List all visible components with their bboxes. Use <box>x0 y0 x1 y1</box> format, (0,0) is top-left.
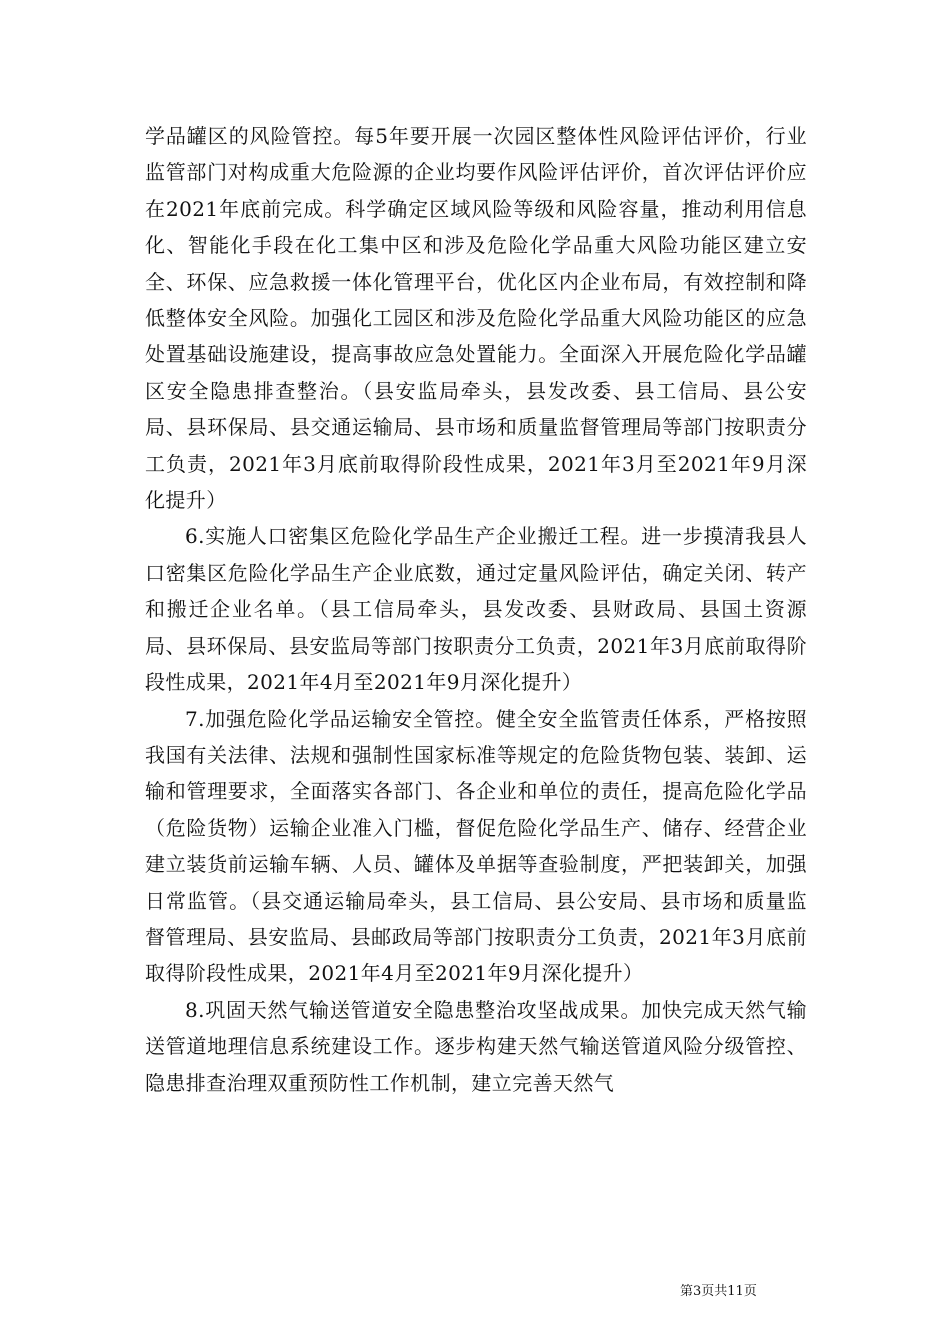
paragraph-item-6: 6.实施人口密集区危险化学品生产企业搬迁工程。进一步摸清我县人口密集区危险化学品生产企业底数，通过定量风险评估，确定关闭、转产和搬迁企业名单。（县工信局牵头，县发改委、县财政局、县国土资源局、县环保局、县安监局等部门按职责分工负责，2021年3月底前取得阶段性成果，2021年4月至2021年9月深化提升） <box>145 524 807 695</box>
paragraph-continued: 学品罐区的风险管控。每5年要开展一次园区整体性风险评估评价，行业监管部门对构成重大危险源的企业均要作风险评估评价，首次评估评价应在2021年底前完成。科学确定区域风险等级和风险容量，推动利用信息化、智能化手段在化工集中区和涉及危险化学品重大风险功能区建立安全、环保、应急救援一体化管理平台，优化区内企业布局，有效控制和降低整体安全风险。加强化工园区和涉及危险化学品重大风险功能区的应急处置基础设施建设，提高事故应急处置能力。全面深入开展危险化学品罐区安全隐患排查整治。（县安监局牵头，县发改委、县工信局、县公安局、县环保局、县交通运输局、县市场和质量监督管理局等部门按职责分工负责，2021年3月底前取得阶段性成果，2021年3月至2021年9月深化提升） <box>145 124 807 513</box>
document-body <box>145 118 807 1101</box>
paragraph-item-7: 7.加强危险化学品运输安全管控。健全安全监管责任体系，严格按照我国有关法律、法规和强制性国家标准等规定的危险货物包装、装卸、运输和管理要求，全面落实各部门、各企业和单位的责任，提高危险化学品（危险货物）运输企业准入门槛，督促危险化学品生产、储存、经营企业建立装货前运输车辆、人员、罐体及单据等查验制度，严把装卸关，加强日常监管。（县交通运输局牵头，县工信局、县公安局、县市场和质量监督管理局、县安监局、县邮政局等部门按职责分工负责，2021年3月底前取得阶段性成果，2021年4月至2021年9月深化提升） <box>145 706 807 986</box>
paragraph-item-8: 8.巩固天然气输送管道安全隐患整治攻坚战成果。加快完成天然气输送管道地理信息系统建设工作。逐步构建天然气输送管道风险分级管控、隐患排查治理双重预防性工作机制，建立完善天然气 <box>145 997 807 1095</box>
page-number-footer: 第3页共11页 <box>680 1284 757 1299</box>
